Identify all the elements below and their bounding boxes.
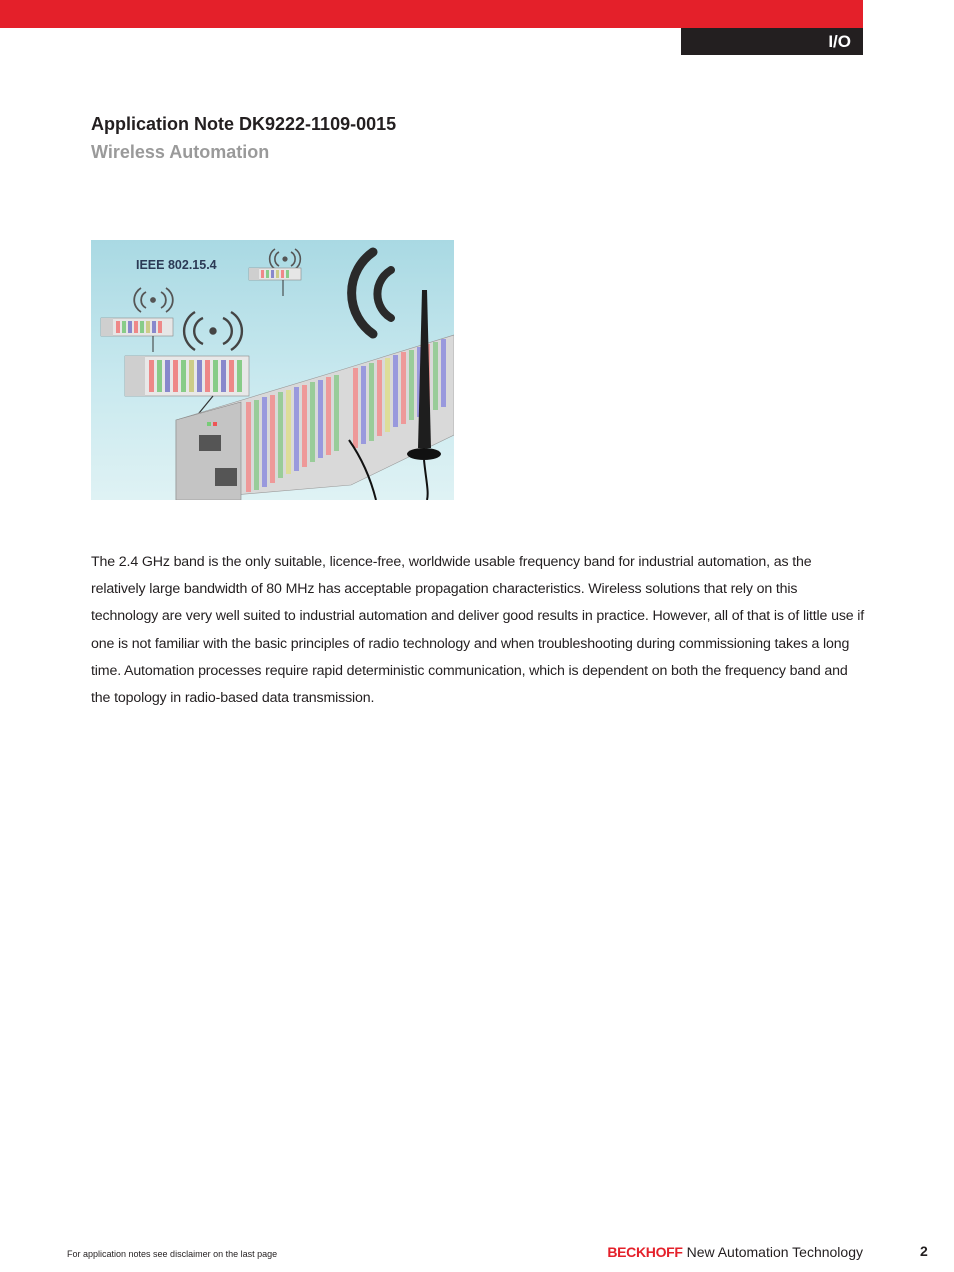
page-number: 2 <box>920 1243 928 1259</box>
io-terminal-block <box>249 268 301 296</box>
wireless-io-figure <box>91 240 454 500</box>
header-accent-bar <box>0 0 863 28</box>
wireless-signal-icon <box>184 312 242 350</box>
figure-label: IEEE 802.15.4 <box>136 258 217 272</box>
page-subtitle: Wireless Automation <box>91 142 270 162</box>
page-title: Application Note DK9222-1109-0015 <box>91 114 397 134</box>
wireless-signal-icon <box>352 252 391 334</box>
wireless-signal-icon <box>134 288 173 312</box>
brand-logo-text: BECKHOFF <box>607 1244 683 1260</box>
wireless-signal-icon <box>270 249 301 269</box>
section-tab: I/O <box>681 28 863 55</box>
figure-illustration <box>91 240 454 500</box>
brand-tagline: New Automation Technology <box>686 1244 863 1260</box>
io-terminal-block <box>101 318 173 352</box>
body-paragraph: The 2.4 GHz band is the only suitable, licence-free, worldwide usable frequency band for industrial automation, as the relatively large bandwidth of 80 MHz has acceptable propagation characteristics. Wireless solutions that rely on this technology are very well suited to industrial automation and deliver good results in practice. However, all of that is of little use if one is not familiar with the basic principles of radio technology and when troubleshooting during commissioning takes a long time. Automation processes require rapid deterministic communication, which is dependent on both the frequency band and the topology in radio-based data transmission. <box>91 554 865 707</box>
footer-disclaimer: For application notes see disclaimer on the last page <box>67 1249 278 1259</box>
footer-brand <box>607 1244 863 1260</box>
